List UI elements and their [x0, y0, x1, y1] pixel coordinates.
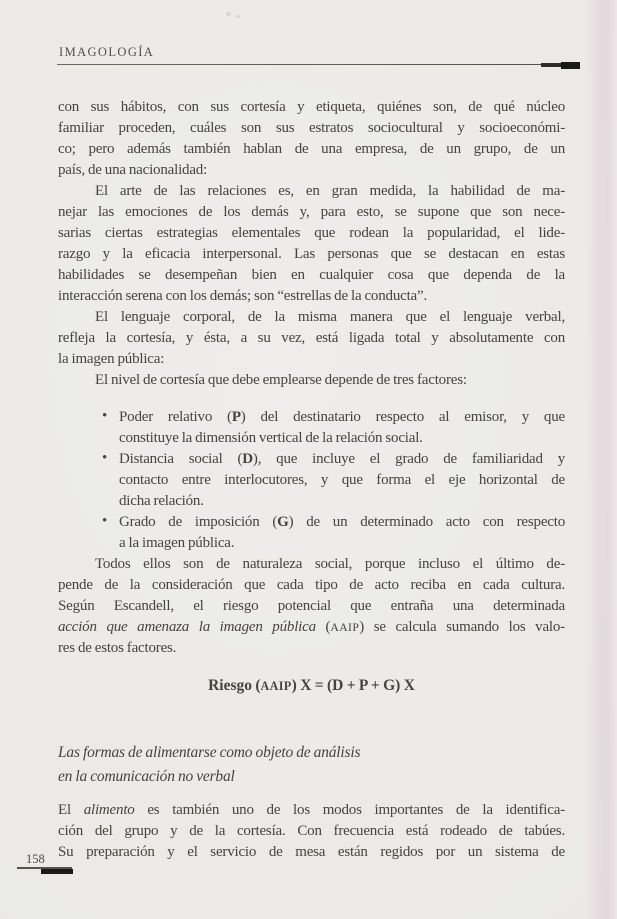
scan-smudge: [236, 15, 240, 18]
text-run: Según Escandell, el riesgo potencial que entraña una determinada: [58, 598, 565, 614]
text-line: [58, 741, 565, 765]
bullet-dot-icon: •: [102, 450, 108, 466]
bold-text: P: [231, 409, 241, 425]
text-run: Las formas de alimentarse como objeto de análisis: [58, 744, 361, 761]
text-run: El: [58, 802, 84, 818]
paragraph-1: [58, 97, 565, 181]
bullet-dot-icon: •: [102, 408, 108, 424]
bold-text: G: [277, 514, 289, 530]
italic-text: acción que amenaza la imagen pública: [58, 619, 316, 635]
text-line: [119, 428, 565, 449]
text-run: Distancia social (: [119, 451, 243, 467]
text-run: refleja la cortesía, y ésta, a su vez, está ligada total y absolutamente con: [58, 330, 565, 346]
text-run: contacto entre interlocutores, y que forma el eje horizontal de: [119, 472, 565, 488]
text-line: [58, 244, 565, 265]
text-run: país, de una nacionalidad:: [58, 162, 208, 178]
text-line: [58, 575, 565, 596]
text-line: [58, 181, 565, 202]
text-run: El arte de las relaciones es, en gran medida, la habilidad de ma-: [95, 183, 565, 199]
text-line: [58, 349, 565, 370]
text-run: ) se calcula sumando los valo-: [359, 619, 565, 635]
bullet-dot-icon: •: [102, 513, 108, 529]
text-line: [58, 265, 565, 286]
bullet-item: [58, 449, 565, 512]
text-run: Poder relativo (: [119, 409, 232, 425]
text-line: [58, 202, 565, 223]
text-run: la imagen pública:: [58, 351, 165, 367]
text-line: [58, 223, 565, 244]
text-line: [119, 491, 565, 512]
text-run: constituye la dimensión vertical de la relación social.: [119, 430, 423, 446]
text-run: ) X = (D + P + G) X: [291, 677, 415, 694]
text-run: nejar las emociones de los demás y, para esto, se supone que son nece-: [58, 204, 565, 220]
smallcaps-text: AAIP: [330, 621, 360, 634]
text-run: res de estos factores.: [58, 640, 177, 656]
section-heading: [58, 741, 565, 789]
header-rule-taper: [541, 63, 563, 67]
risk-formula: [58, 675, 565, 697]
text-run: Su preparación y el servicio de mesa están regidos por un sistema de: [58, 844, 565, 860]
text-run: dicha relación.: [119, 493, 204, 509]
text-line: [119, 512, 565, 533]
text-line: [119, 533, 565, 554]
header-rule-end-bar: [561, 62, 580, 69]
smallcaps-text: AAIP: [260, 679, 292, 693]
scan-edge-tint: [585, 0, 617, 919]
text-run: Riesgo (: [208, 677, 261, 694]
text-line: [58, 370, 565, 391]
bold-text: D: [242, 451, 253, 467]
text-run: pende de la consideración que cada tipo de acto reciba en cada cultura.: [58, 577, 565, 593]
text-line: [58, 596, 565, 617]
text-run: Todos ellos son de naturaleza social, porque incluso el último de-: [95, 556, 565, 572]
text-run: El lenguaje corporal, de la misma manera que el lenguaje verbal,: [95, 309, 565, 325]
text-run: ) del destinatario respecto al emisor, y que: [240, 409, 565, 425]
text-line: [58, 675, 565, 697]
text-line: [58, 307, 565, 328]
text-line: [58, 638, 565, 659]
text-run: es también uno de los modos importantes de la identifica-: [134, 802, 565, 818]
footer-page-number: 158: [26, 852, 45, 866]
italic-text: alimento: [83, 802, 135, 818]
text-column: [58, 97, 565, 863]
text-run: razgo y la eficacia interpersonal. Las personas que se destacan en estas: [58, 246, 565, 262]
text-line: [58, 617, 565, 638]
text-line: [58, 821, 565, 842]
paragraph-2: [58, 181, 565, 307]
bullet-item: [58, 407, 565, 449]
scan-smudge: [226, 12, 231, 16]
text-run: ), que incluye el grado de familiaridad y: [252, 451, 565, 467]
header-rule: [57, 64, 578, 66]
text-line: [58, 800, 565, 821]
text-run: Grado de imposición (: [119, 514, 278, 530]
text-run: con sus hábitos, con sus cortesía y etiqueta, quiénes son, de qué núcleo: [58, 99, 565, 115]
paragraph-6: [58, 800, 565, 863]
text-run: interacción serena con los demás; son “estrellas de la conducta”.: [58, 288, 428, 304]
text-run: sarias ciertas estrategias elementales que rodean la popularidad, el lide-: [58, 225, 565, 241]
text-run: a la imagen pública.: [119, 535, 235, 551]
text-run: El nivel de cortesía que debe emplearse depende de tres factores:: [95, 372, 467, 388]
running-head-title: IMAGOLOGÍA: [59, 45, 155, 59]
paragraph-5: [58, 554, 565, 659]
text-run: familiar proceden, cuáles son sus estratos sociocultural y socioeconómi-: [58, 120, 565, 136]
paragraph-4: [58, 370, 565, 391]
text-run: co; pero además también hablan de una empresa, de un grupo, de un: [58, 141, 565, 157]
politeness-factor-list: [58, 407, 565, 554]
text-line: [58, 554, 565, 575]
text-line: [58, 328, 565, 349]
text-line: [58, 97, 565, 118]
text-line: [58, 765, 565, 789]
bullet-item: [58, 512, 565, 554]
text-run: en la comunicación no verbal: [58, 768, 235, 785]
text-line: [119, 449, 565, 470]
text-run: ción del grupo y de la cortesía. Con frecuencia está rodeado de tabúes.: [58, 823, 565, 839]
text-line: [119, 407, 565, 428]
text-line: [58, 118, 565, 139]
text-line: [58, 139, 565, 160]
footer-rule-end-bar: [41, 869, 73, 875]
text-run: habilidades se desempeñan bien en cualquier cosa que dependa de la: [58, 267, 565, 283]
text-run: (: [315, 619, 331, 635]
paragraph-3: [58, 307, 565, 370]
text-line: [58, 842, 565, 863]
text-line: [58, 286, 565, 307]
text-line: [119, 470, 565, 491]
text-line: [58, 160, 565, 181]
text-run: ) de un determinado acto con respecto: [288, 514, 565, 530]
